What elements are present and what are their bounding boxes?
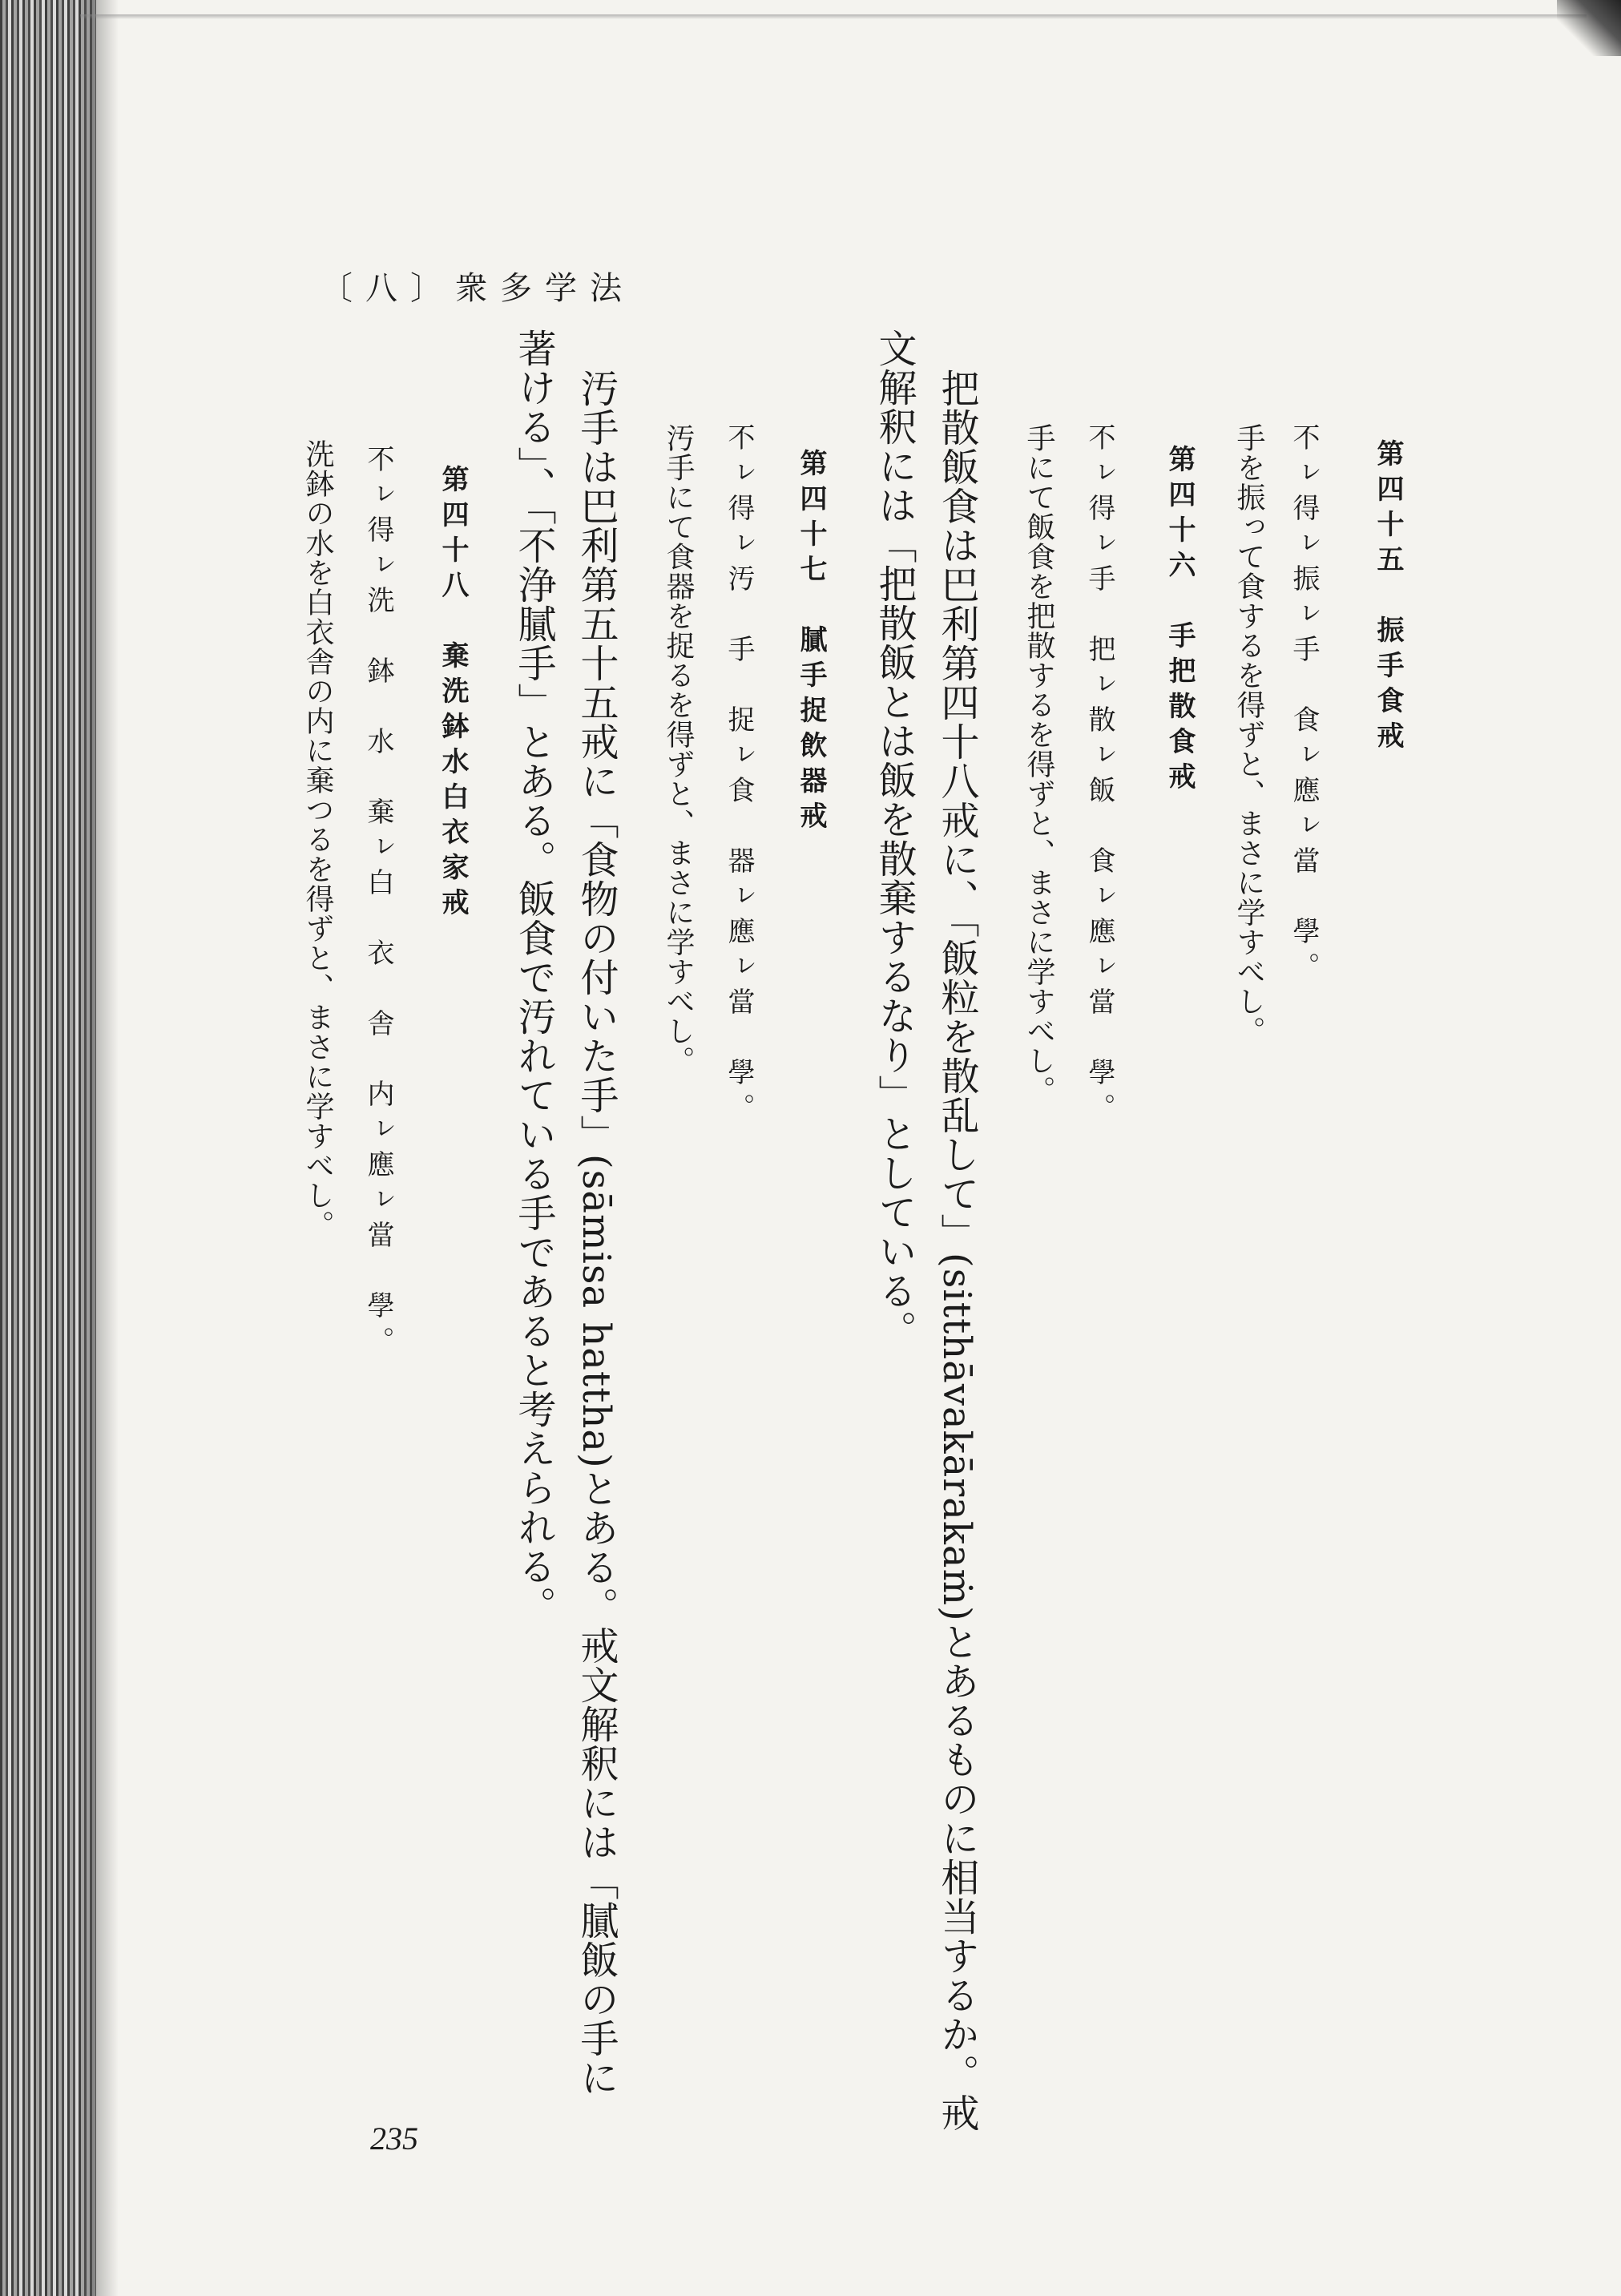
commentary-text: とあるものに相当するか。戒 [934,1621,979,2133]
precept-45-title: 第四十五 振手食戒 [1372,439,1404,757]
precept-46-commentary-line-2: 文解釈には「把散飯とは飯を散棄するなり」としている。 [872,329,917,1350]
precept-47-kanbun: 不ㇾ得ㇾ汚 手 捉ㇾ食 器ㇾ應ㇾ當 學。 [723,423,755,1128]
binding-shadow [87,0,119,2296]
precept-47-commentary-line-1 [574,369,619,2097]
precept-48-title: 第四十八 棄洗鉢水白衣家戒 [437,465,469,923]
precept-45-kanbun: 不ㇾ得ㇾ振ㇾ手 食ㇾ應ㇾ當 學。 [1288,423,1320,987]
pali-term: (sitthāvakārakaṁ) [934,1253,979,1622]
pali-term: (sāmisa hattha) [574,1154,619,1469]
precept-47-reading: 汚手にて食器を捉るを得ずと、まさに学すべし。 [662,423,695,1075]
precept-47-title: 第四十七 膩手捉飲器戒 [795,449,827,837]
commentary-text: とある。戒文解釈には「膩飯の手に [574,1468,619,2097]
precept-48-reading: 洗鉢の水を白衣舎の内に棄つるを得ずと、まさに学すべし。 [301,439,334,1240]
page-corner-fold [1557,0,1621,56]
precept-46-reading: 手にて飯食を把散するを得ずと、まさに学すべし。 [1022,423,1055,1105]
page-top-edge [80,14,1587,19]
commentary-text: 把散飯食は巴利第四十八戒に、「飯粒を散乱して」 [934,369,979,1253]
binding-gutter [0,0,96,2296]
precept-46-commentary-line-1 [934,369,979,2133]
precept-46-kanbun: 不ㇾ得ㇾ手 把ㇾ散ㇾ飯 食ㇾ應ㇾ當 學。 [1083,423,1115,1128]
precept-45-reading: 手を振って食するを得ずと、まさに学すべし。 [1232,423,1265,1046]
page-number: 235 [370,2120,418,2157]
precept-48-kanbun: 不ㇾ得ㇾ洗 鉢 水 棄ㇾ白 衣 舎 内ㇾ應ㇾ當 學。 [362,445,394,1362]
precept-46-title: 第四十六 手把散食戒 [1163,445,1196,797]
running-header: 〔八〕衆多学法 [321,270,635,307]
commentary-text: 汚手は巴利第五十五戒に「食物の付いた手」 [574,369,619,1154]
precept-47-commentary-line-2: 著ける」、「不浄膩手」とある。飯食で汚れている手であると考えられる。 [511,329,556,1625]
